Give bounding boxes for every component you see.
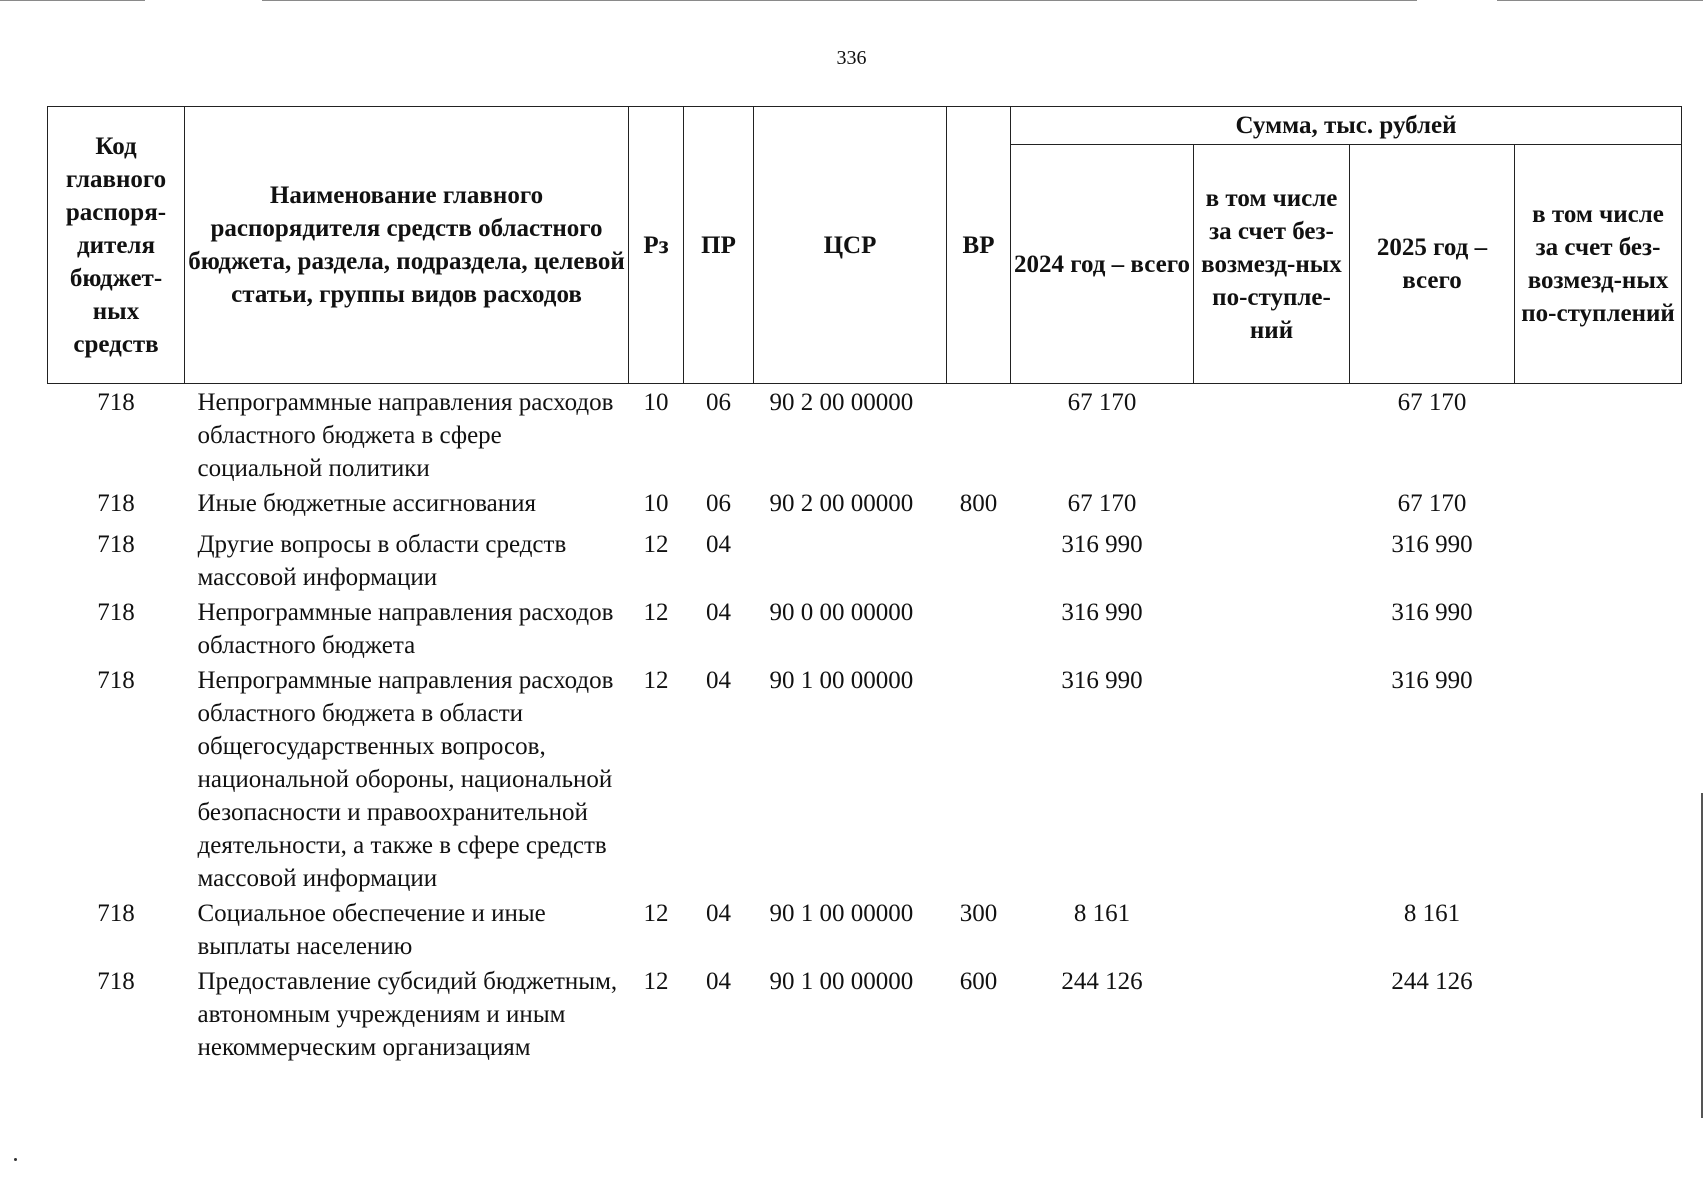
cell-2024-total: 67 170	[1067, 389, 1137, 416]
table-row	[48, 963, 1682, 1064]
header-pr: ПР	[684, 107, 754, 384]
header-2025-grants: в том числе за счет без-возмезд-ных по-ступлений	[1515, 145, 1682, 384]
header-2024-grants: в том числе за счет без-возмезд-ных по-ступле-ний	[1194, 145, 1350, 384]
cell-name: Иные бюджетные ассигнования	[197, 490, 537, 517]
cell-2024-total: 244 126	[1061, 968, 1143, 995]
table-row	[48, 485, 1682, 520]
budget-table	[47, 106, 1682, 1064]
cell-vr	[947, 384, 1011, 486]
cell-vr: 800	[959, 490, 998, 517]
cell-2025-grants	[1515, 594, 1682, 662]
scan-edge-line	[262, 0, 1417, 1]
cell-rz: 12	[643, 968, 669, 995]
cell-rz: 12	[643, 531, 669, 558]
cell-vr: 300	[959, 900, 998, 927]
cell-2024-grants	[1194, 963, 1350, 1064]
cell-csr: 90 1 00 00000	[769, 968, 914, 995]
cell-2024-grants	[1194, 485, 1350, 520]
cell-vr	[947, 594, 1011, 662]
cell-2025-grants	[1515, 485, 1682, 520]
table-row	[48, 520, 1682, 594]
cell-2025-total: 316 990	[1391, 599, 1473, 626]
scan-speck	[14, 1158, 17, 1161]
cell-name: Предоставление субсидий бюджетным, автономным учреждениям и иным некоммерческим организациям	[197, 968, 618, 1061]
header-vr: ВР	[947, 107, 1011, 384]
cell-pr: 04	[706, 667, 731, 694]
header-2024-total: 2024 год – всего	[1011, 145, 1194, 384]
cell-rz: 10	[643, 389, 669, 416]
cell-pr: 04	[706, 531, 731, 558]
scan-edge-line	[0, 0, 145, 1]
cell-code: 718	[97, 531, 135, 558]
cell-2024-grants	[1194, 662, 1350, 895]
cell-pr: 06	[706, 490, 731, 517]
cell-vr	[947, 520, 1011, 594]
cell-rz: 12	[643, 599, 669, 626]
cell-name: Непрограммные направления расходов областного бюджета	[197, 599, 614, 659]
cell-csr	[754, 520, 947, 594]
table-header	[48, 107, 1682, 384]
cell-2025-total: 67 170	[1397, 389, 1467, 416]
cell-code: 718	[97, 490, 135, 517]
cell-2025-grants	[1515, 384, 1682, 486]
cell-2025-total: 244 126	[1391, 968, 1473, 995]
cell-vr	[947, 662, 1011, 895]
header-row	[48, 107, 1682, 145]
cell-csr: 90 2 00 00000	[769, 490, 914, 517]
cell-2025-grants	[1515, 520, 1682, 594]
header-name: Наименование главного распорядителя средств областного бюджета, раздела, подраздела, целевой статьи, группы видов расходов	[185, 107, 629, 384]
scan-edge-line	[1497, 0, 1703, 1]
cell-code: 718	[97, 599, 135, 626]
cell-2024-grants	[1194, 520, 1350, 594]
cell-2024-total: 316 990	[1061, 667, 1143, 694]
table-body	[48, 384, 1682, 1065]
cell-pr: 06	[706, 389, 731, 416]
cell-pr: 04	[706, 900, 731, 927]
cell-2025-total: 316 990	[1391, 667, 1473, 694]
page-number: 336	[836, 47, 867, 69]
table-row	[48, 384, 1682, 486]
cell-csr: 90 1 00 00000	[769, 667, 914, 694]
cell-2024-total: 8 161	[1073, 900, 1131, 927]
cell-name: Другие вопросы в области средств массовой информации	[197, 531, 567, 591]
cell-vr: 600	[959, 968, 998, 995]
cell-code: 718	[97, 968, 135, 995]
cell-2025-total: 67 170	[1397, 490, 1467, 517]
cell-2024-grants	[1194, 384, 1350, 486]
cell-2024-total: 316 990	[1061, 599, 1143, 626]
cell-2024-grants	[1194, 895, 1350, 963]
cell-2025-grants	[1515, 963, 1682, 1064]
table-row	[48, 895, 1682, 963]
cell-name: Непрограммные направления расходов областного бюджета в области общегосударственных вопросов, национальной обороны, национальной безопасности и правоохранительной деятельности, а также в сфере средств массовой информации	[197, 667, 614, 892]
cell-code: 718	[97, 900, 135, 927]
header-2025-total: 2025 год – всего	[1350, 145, 1515, 384]
cell-pr: 04	[706, 968, 731, 995]
cell-pr: 04	[706, 599, 731, 626]
cell-code: 718	[97, 389, 135, 416]
cell-csr: 90 2 00 00000	[769, 389, 914, 416]
header-code: Код главного распоря-дителя бюджет-ных средств	[48, 107, 185, 384]
header-rz: Рз	[629, 107, 684, 384]
cell-2024-grants	[1194, 594, 1350, 662]
cell-csr: 90 1 00 00000	[769, 900, 914, 927]
cell-csr: 90 0 00 00000	[769, 599, 914, 626]
cell-2024-total: 316 990	[1061, 531, 1143, 558]
cell-2025-total: 8 161	[1403, 900, 1461, 927]
cell-code: 718	[97, 667, 135, 694]
cell-rz: 12	[643, 667, 669, 694]
cell-2025-grants	[1515, 662, 1682, 895]
cell-rz: 12	[643, 900, 669, 927]
header-sum-title: Сумма, тыс. рублей	[1011, 107, 1682, 145]
cell-2024-total: 67 170	[1067, 490, 1137, 517]
table-row	[48, 662, 1682, 895]
cell-2025-grants	[1515, 895, 1682, 963]
cell-2025-total: 316 990	[1391, 531, 1473, 558]
cell-name: Социальное обеспечение и иные выплаты населению	[197, 900, 546, 960]
cell-rz: 10	[643, 490, 669, 517]
header-csr: ЦСР	[754, 107, 947, 384]
cell-name: Непрограммные направления расходов областного бюджета в сфере социальной политики	[197, 389, 614, 482]
table-row	[48, 594, 1682, 662]
